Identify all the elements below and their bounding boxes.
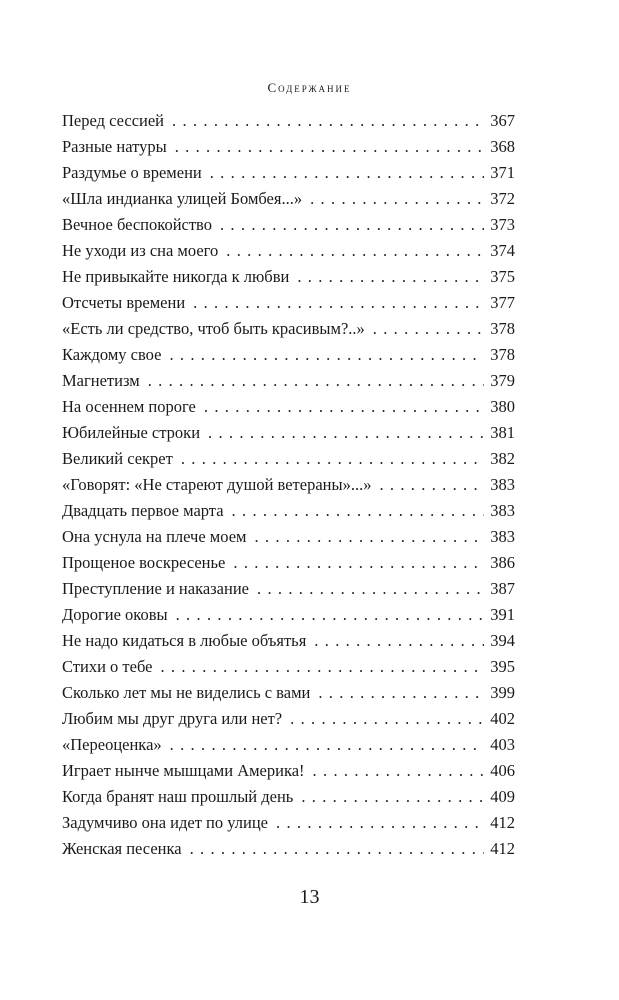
dot-leader <box>172 108 484 134</box>
toc-entry <box>62 524 515 550</box>
toc-entry-page: 386 <box>490 553 515 572</box>
toc-entry <box>62 446 515 472</box>
toc-entry-title: Вечное беспокойство <box>62 215 212 234</box>
toc-entry <box>62 836 515 862</box>
toc-entry-title: Дорогие оковы <box>62 605 168 624</box>
toc-entry <box>62 758 515 784</box>
dot-leader <box>257 576 484 602</box>
toc-entry-page: 383 <box>490 475 515 494</box>
toc-entry-title: Когда бранят наш прошлый день <box>62 787 294 806</box>
toc-entry <box>62 368 515 394</box>
toc-entry-title: Преступление и наказание <box>62 579 249 598</box>
toc-entry-title: «Есть ли средство, чтоб быть красивым?..» <box>62 319 365 338</box>
toc-entry-page: 399 <box>490 683 515 702</box>
toc-entry-title: Играет нынче мышцами Америка! <box>62 761 305 780</box>
toc-entry <box>62 290 515 316</box>
toc-entry-page: 409 <box>490 787 515 806</box>
toc-entry-page: 394 <box>490 631 515 650</box>
toc-entry-title: Отсчеты времени <box>62 293 186 312</box>
dot-leader <box>290 706 484 732</box>
dot-leader <box>313 758 485 784</box>
toc-entry-title: Любим мы друг друга или нет? <box>62 709 283 728</box>
toc-entry-page: 368 <box>490 137 515 156</box>
toc-entry-page: 375 <box>490 267 515 286</box>
dot-leader <box>176 602 485 628</box>
dot-leader <box>181 446 484 472</box>
toc-entry-page: 406 <box>490 761 515 780</box>
dot-leader <box>314 628 484 654</box>
toc-entry-page: 382 <box>490 449 515 468</box>
toc-entry-page: 395 <box>490 657 515 676</box>
toc-entry-title: Перед сессией <box>62 111 165 130</box>
dot-leader <box>204 394 484 420</box>
dot-leader <box>301 784 484 810</box>
toc-entry-title: Не уходи из сна моего <box>62 241 219 260</box>
toc-entry <box>62 628 515 654</box>
toc-entry-page: 403 <box>490 735 515 754</box>
dot-leader <box>318 680 484 706</box>
dot-leader <box>208 420 484 446</box>
toc-entry <box>62 680 515 706</box>
running-head: Содержание <box>267 80 352 95</box>
toc-entry-title: «Говорят: «Не стареют душой ветераны»...» <box>62 475 372 494</box>
toc-entry <box>62 108 515 134</box>
toc-entry-page: 367 <box>490 111 515 130</box>
dot-leader <box>373 316 484 342</box>
dot-leader <box>170 732 485 758</box>
dot-leader <box>193 290 484 316</box>
toc-entry-page: 412 <box>490 813 515 832</box>
dot-leader <box>276 810 484 836</box>
toc-entry-title: Прощеное воскресенье <box>62 553 226 572</box>
page-number: 13 <box>299 886 320 908</box>
toc-entry-title: Разные натуры <box>62 137 167 156</box>
toc-entry <box>62 264 515 290</box>
toc-entry-page: 378 <box>490 345 515 364</box>
dot-leader <box>233 550 484 576</box>
toc-entry-title: «Шла индианка улицей Бомбея...» <box>62 189 303 208</box>
toc-entry-page: 387 <box>490 579 515 598</box>
toc-entry-title: Не привыкайте никогда к любви <box>62 267 290 286</box>
dot-leader <box>148 368 485 394</box>
toc-entry <box>62 576 515 602</box>
toc-entry <box>62 654 515 680</box>
toc-entry <box>62 186 515 212</box>
toc-entry-title: Магнетизм <box>62 371 140 390</box>
toc-entry-title: «Переоценка» <box>62 735 162 754</box>
toc-entry-title: Юбилейные строки <box>62 423 201 442</box>
toc-entry-page: 373 <box>490 215 515 234</box>
toc-entry <box>62 706 515 732</box>
toc-entry-title: Женская песенка <box>62 839 182 858</box>
toc-entry <box>62 550 515 576</box>
dot-leader <box>175 134 485 160</box>
toc-entry-title: На осеннем пороге <box>62 397 196 416</box>
toc-entry <box>62 784 515 810</box>
dot-leader <box>160 654 484 680</box>
toc-entry-title: Великий секрет <box>62 449 173 468</box>
toc-entry-title: Двадцать первое марта <box>62 501 224 520</box>
toc-entry-page: 379 <box>490 371 515 390</box>
toc-entry <box>62 472 515 498</box>
toc-entry <box>62 420 515 446</box>
dot-leader <box>379 472 484 498</box>
table-of-contents <box>62 108 515 862</box>
toc-entry-page: 374 <box>490 241 515 260</box>
dot-leader <box>297 264 484 290</box>
dot-leader <box>310 186 484 212</box>
toc-entry <box>62 134 515 160</box>
toc-entry <box>62 810 515 836</box>
toc-entry <box>62 602 515 628</box>
toc-entry-page: 402 <box>490 709 515 728</box>
dot-leader <box>254 524 484 550</box>
toc-entry <box>62 394 515 420</box>
toc-entry-page: 381 <box>490 423 515 442</box>
toc-entry-title: Задумчиво она идет по улице <box>62 813 269 832</box>
dot-leader <box>220 212 484 238</box>
dot-leader <box>190 836 485 862</box>
toc-entry <box>62 238 515 264</box>
toc-entry-page: 391 <box>490 605 515 624</box>
dot-leader <box>226 238 484 264</box>
dot-leader <box>232 498 485 524</box>
toc-entry-page: 377 <box>490 293 515 312</box>
toc-entry-page: 412 <box>490 839 515 858</box>
dot-leader <box>210 160 485 186</box>
toc-entry-page: 378 <box>490 319 515 338</box>
toc-entry <box>62 732 515 758</box>
toc-entry <box>62 160 515 186</box>
dot-leader <box>169 342 484 368</box>
toc-entry-title: Стихи о тебе <box>62 657 153 676</box>
toc-entry-title: Она уснула на плече моем <box>62 527 247 546</box>
toc-entry-page: 383 <box>490 527 515 546</box>
toc-entry-title: Раздумье о времени <box>62 163 202 182</box>
toc-entry <box>62 212 515 238</box>
toc-entry-page: 383 <box>490 501 515 520</box>
toc-entry-page: 372 <box>490 189 515 208</box>
toc-entry <box>62 316 515 342</box>
toc-entry <box>62 498 515 524</box>
toc-entry-title: Каждому свое <box>62 345 162 364</box>
toc-entry-title: Сколько лет мы не виделись с вами <box>62 683 311 702</box>
toc-entry <box>62 342 515 368</box>
toc-entry-page: 380 <box>490 397 515 416</box>
toc-entry-title: Не надо кидаться в любые объятья <box>62 631 307 650</box>
toc-entry-page: 371 <box>490 163 515 182</box>
